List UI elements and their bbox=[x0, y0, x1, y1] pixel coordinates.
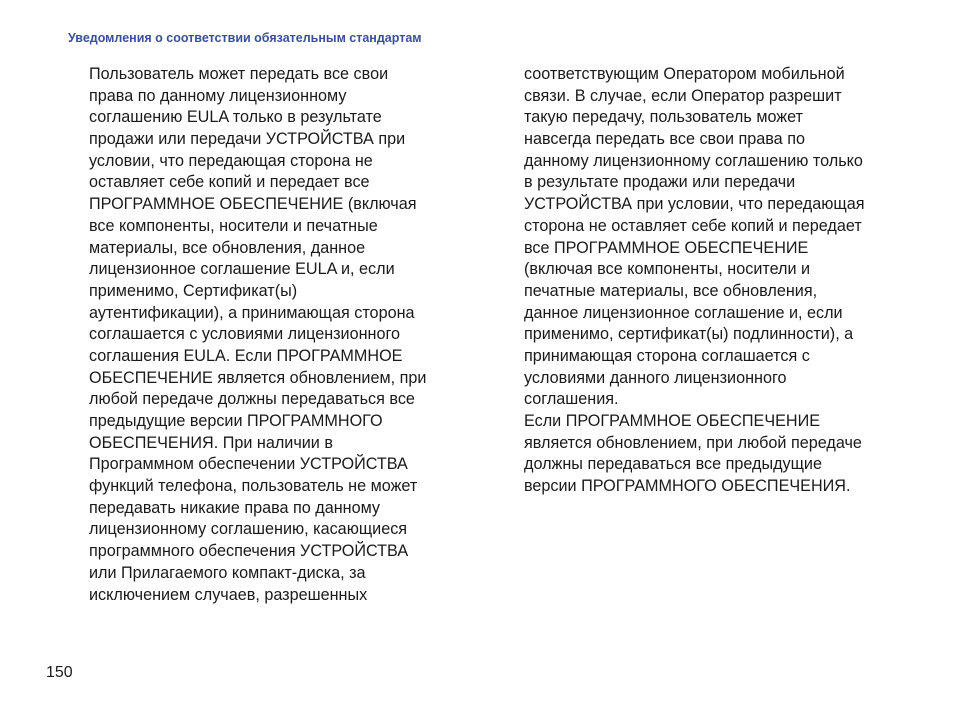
text-line: сторона не оставляет себе копий и передает bbox=[524, 216, 862, 235]
text-line: ПРОГРАММНОЕ ОБЕСПЕЧЕНИЕ (включая bbox=[89, 195, 417, 214]
text-line: версии ПРОГРАММНОГО ОБЕСПЕЧЕНИЯ. bbox=[524, 477, 851, 496]
text-line: такую передачу, пользователь может bbox=[524, 108, 803, 127]
text-line: аутентификации), а принимающая сторона bbox=[89, 303, 415, 322]
text-line: любой передаче должны передаваться все bbox=[89, 390, 415, 409]
text-line: лицензионное соглашение EULA и, если bbox=[89, 260, 395, 279]
text-line: УСТРОЙСТВА при условии, что передающая bbox=[524, 195, 865, 214]
text-line: материалы, все обновления, данное bbox=[89, 238, 366, 257]
text-line: является обновлением, при любой передаче bbox=[524, 433, 862, 452]
right-text-column bbox=[524, 64, 864, 498]
text-line: Пользователь может передать все свои bbox=[89, 65, 389, 83]
text-line: соглашения EULA. Если ПРОГРАММНОЕ bbox=[89, 346, 403, 365]
text-line: права по данному лицензионному bbox=[89, 86, 347, 105]
text-line: все ПРОГРАММНОЕ ОБЕСПЕЧЕНИЕ bbox=[524, 238, 809, 257]
text-line: (включая все компоненты, носители и bbox=[524, 260, 811, 279]
text-line: применимо, Сертификат(ы) bbox=[89, 281, 298, 300]
text-line: все компоненты, носители и печатные bbox=[89, 216, 378, 235]
text-line: оставляет себе копий и передает все bbox=[89, 173, 370, 192]
text-line: Если ПРОГРАММНОЕ ОБЕСПЕЧЕНИЕ bbox=[524, 412, 821, 430]
text-line: ОБЕСПЕЧЕНИЕ является обновлением, при bbox=[89, 368, 427, 387]
text-line: исключением случаев, разрешенных bbox=[89, 585, 368, 604]
text-line: в результате продажи или передачи bbox=[524, 173, 796, 192]
text-line: программного обеспечения УСТРОЙСТВА bbox=[89, 542, 409, 561]
text-line: передавать никакие права по данному bbox=[89, 498, 381, 517]
section-header: Уведомления о соответствии обязательным стандартам bbox=[68, 31, 422, 45]
text-line: условиями данного лицензионного bbox=[524, 368, 787, 387]
text-line: или Прилагаемого компакт-диска, за bbox=[89, 563, 366, 582]
text-line: навсегда передать все свои права по bbox=[524, 130, 805, 149]
text-line: данному лицензионному соглашению только bbox=[524, 151, 863, 170]
text-line: связи. В случае, если Оператор разрешит bbox=[524, 86, 842, 105]
text-line: соглашению EULA только в результате bbox=[89, 108, 382, 127]
page-number: 150 bbox=[46, 664, 73, 681]
text-line: предыдущие версии ПРОГРАММНОГО bbox=[89, 412, 383, 430]
text-line: соглашается с условиями лицензионного bbox=[89, 325, 401, 344]
left-text-column bbox=[89, 64, 426, 606]
text-line: Программном обеспечении УСТРОЙСТВА bbox=[89, 455, 408, 474]
text-line: печатные материалы, все обновления, bbox=[524, 281, 818, 300]
text-line: должны передаваться все предыдущие bbox=[524, 455, 822, 474]
text-line: ОБЕСПЕЧЕНИЯ. При наличии в bbox=[89, 433, 333, 452]
text-line: функций телефона, пользователь не может bbox=[89, 477, 418, 496]
text-line: применимо, сертификат(ы) подлинности), а bbox=[524, 325, 854, 344]
text-line: соглашения. bbox=[524, 390, 619, 409]
text-line: условии, что передающая сторона не bbox=[89, 151, 373, 170]
text-line: лицензионному соглашению, касающиеся bbox=[89, 520, 408, 539]
text-line: принимающая сторона соглашается с bbox=[524, 346, 810, 365]
text-line: данное лицензионное соглашение и, если bbox=[524, 303, 843, 322]
text-line: продажи или передачи УСТРОЙСТВА при bbox=[89, 130, 406, 149]
text-line: соответствующим Оператором мобильной bbox=[524, 65, 845, 83]
